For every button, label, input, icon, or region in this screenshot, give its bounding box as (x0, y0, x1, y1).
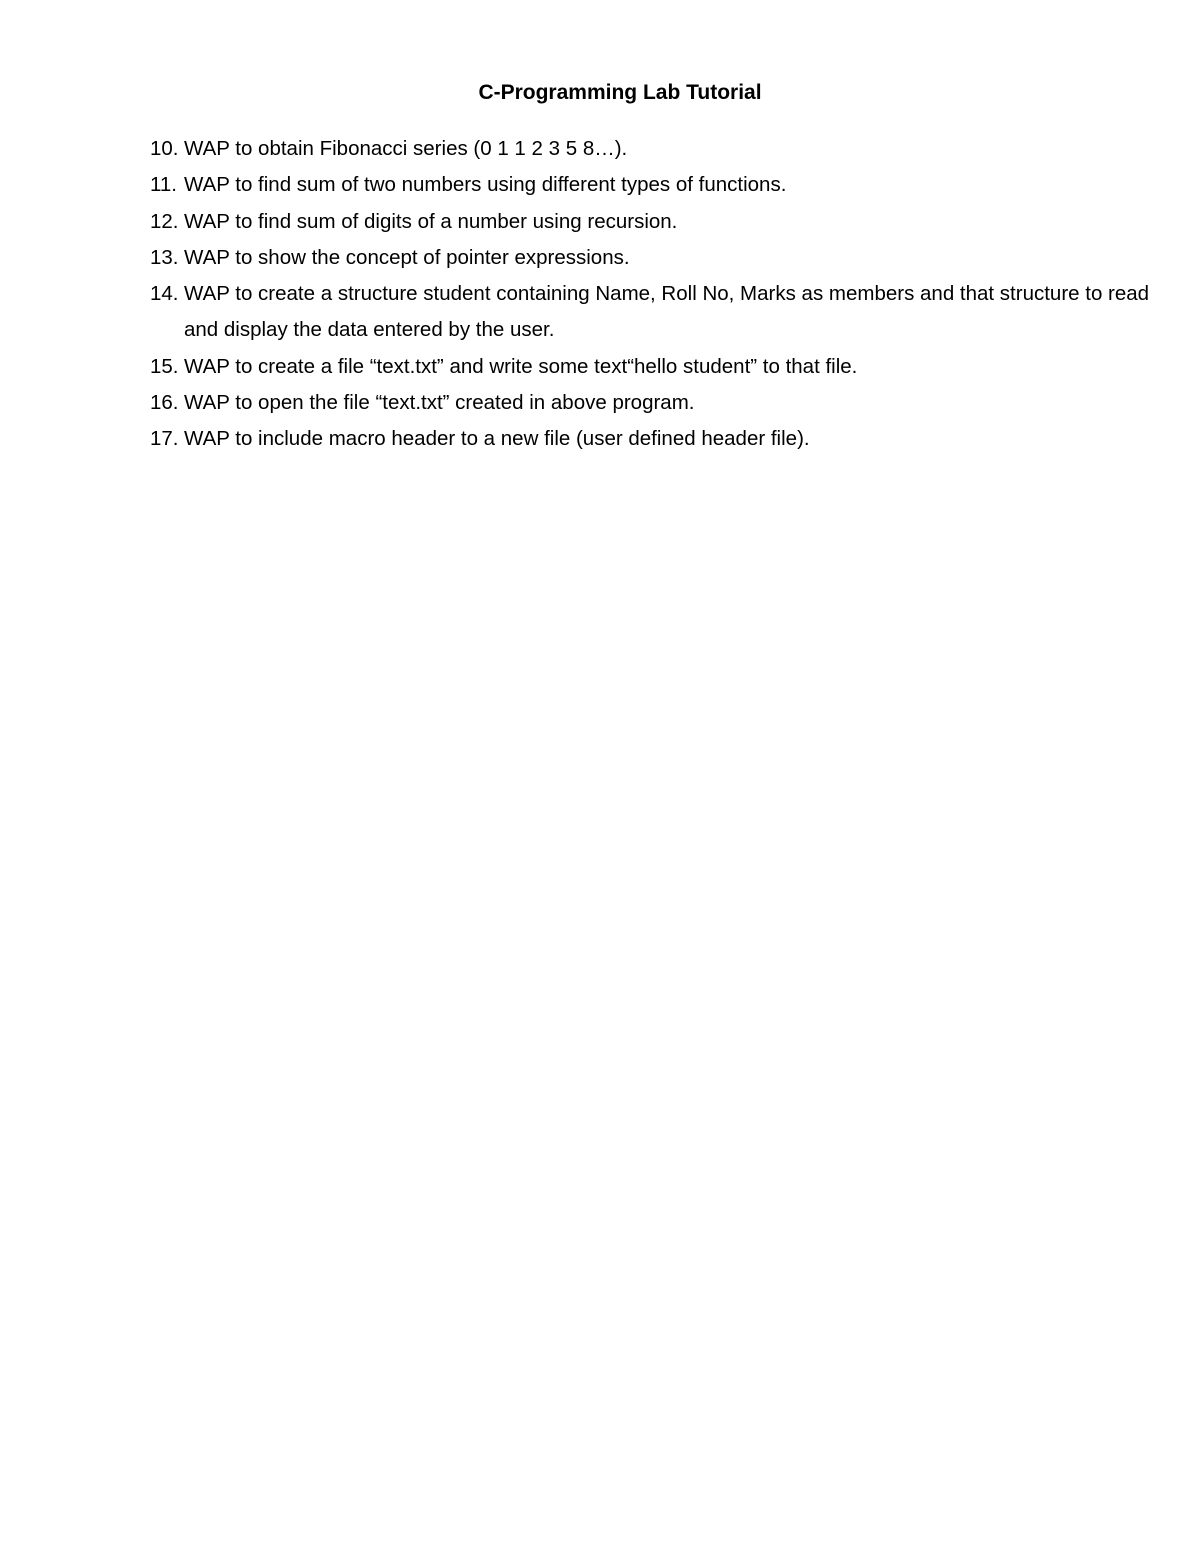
list-item (150, 204, 1150, 240)
item-number: 11. (150, 173, 177, 197)
item-number: 16. (150, 391, 179, 415)
item-number: 15. (150, 354, 179, 378)
list-item (150, 167, 1150, 203)
item-text: WAP to open the file “text.txt” created in above program. (184, 391, 695, 415)
list-item (150, 421, 1150, 457)
item-number: 14. (150, 282, 179, 306)
item-number: 10. (150, 137, 179, 160)
item-number: 17. (150, 427, 179, 451)
list-item (150, 240, 1150, 276)
item-number: 12. (150, 209, 179, 233)
list-item (150, 385, 1150, 421)
item-text: WAP to show the concept of pointer expressions. (184, 245, 630, 269)
item-text: WAP to include macro header to a new file (user defined header file). (184, 427, 810, 451)
list-item (150, 349, 1150, 385)
program-list (150, 131, 1150, 458)
item-text: WAP to obtain Fibonacci series (0 1 1 2 3 5 8…). (184, 137, 628, 160)
document-title: C-Programming Lab Tutorial (478, 81, 762, 104)
item-text: WAP to create a file “text.txt” and write some text“hello student” to that file. (184, 354, 858, 378)
item-text: WAP to find sum of digits of a number using recursion. (184, 209, 678, 233)
item-number: 13. (150, 245, 179, 269)
list-item (150, 131, 1150, 167)
list-item (150, 276, 1150, 349)
item-text: WAP to create a structure student containing Name, Roll No, Marks as members and that structure to read and display the data entered by the user. (184, 282, 1150, 342)
item-text: WAP to find sum of two numbers using different types of functions. (184, 173, 787, 197)
